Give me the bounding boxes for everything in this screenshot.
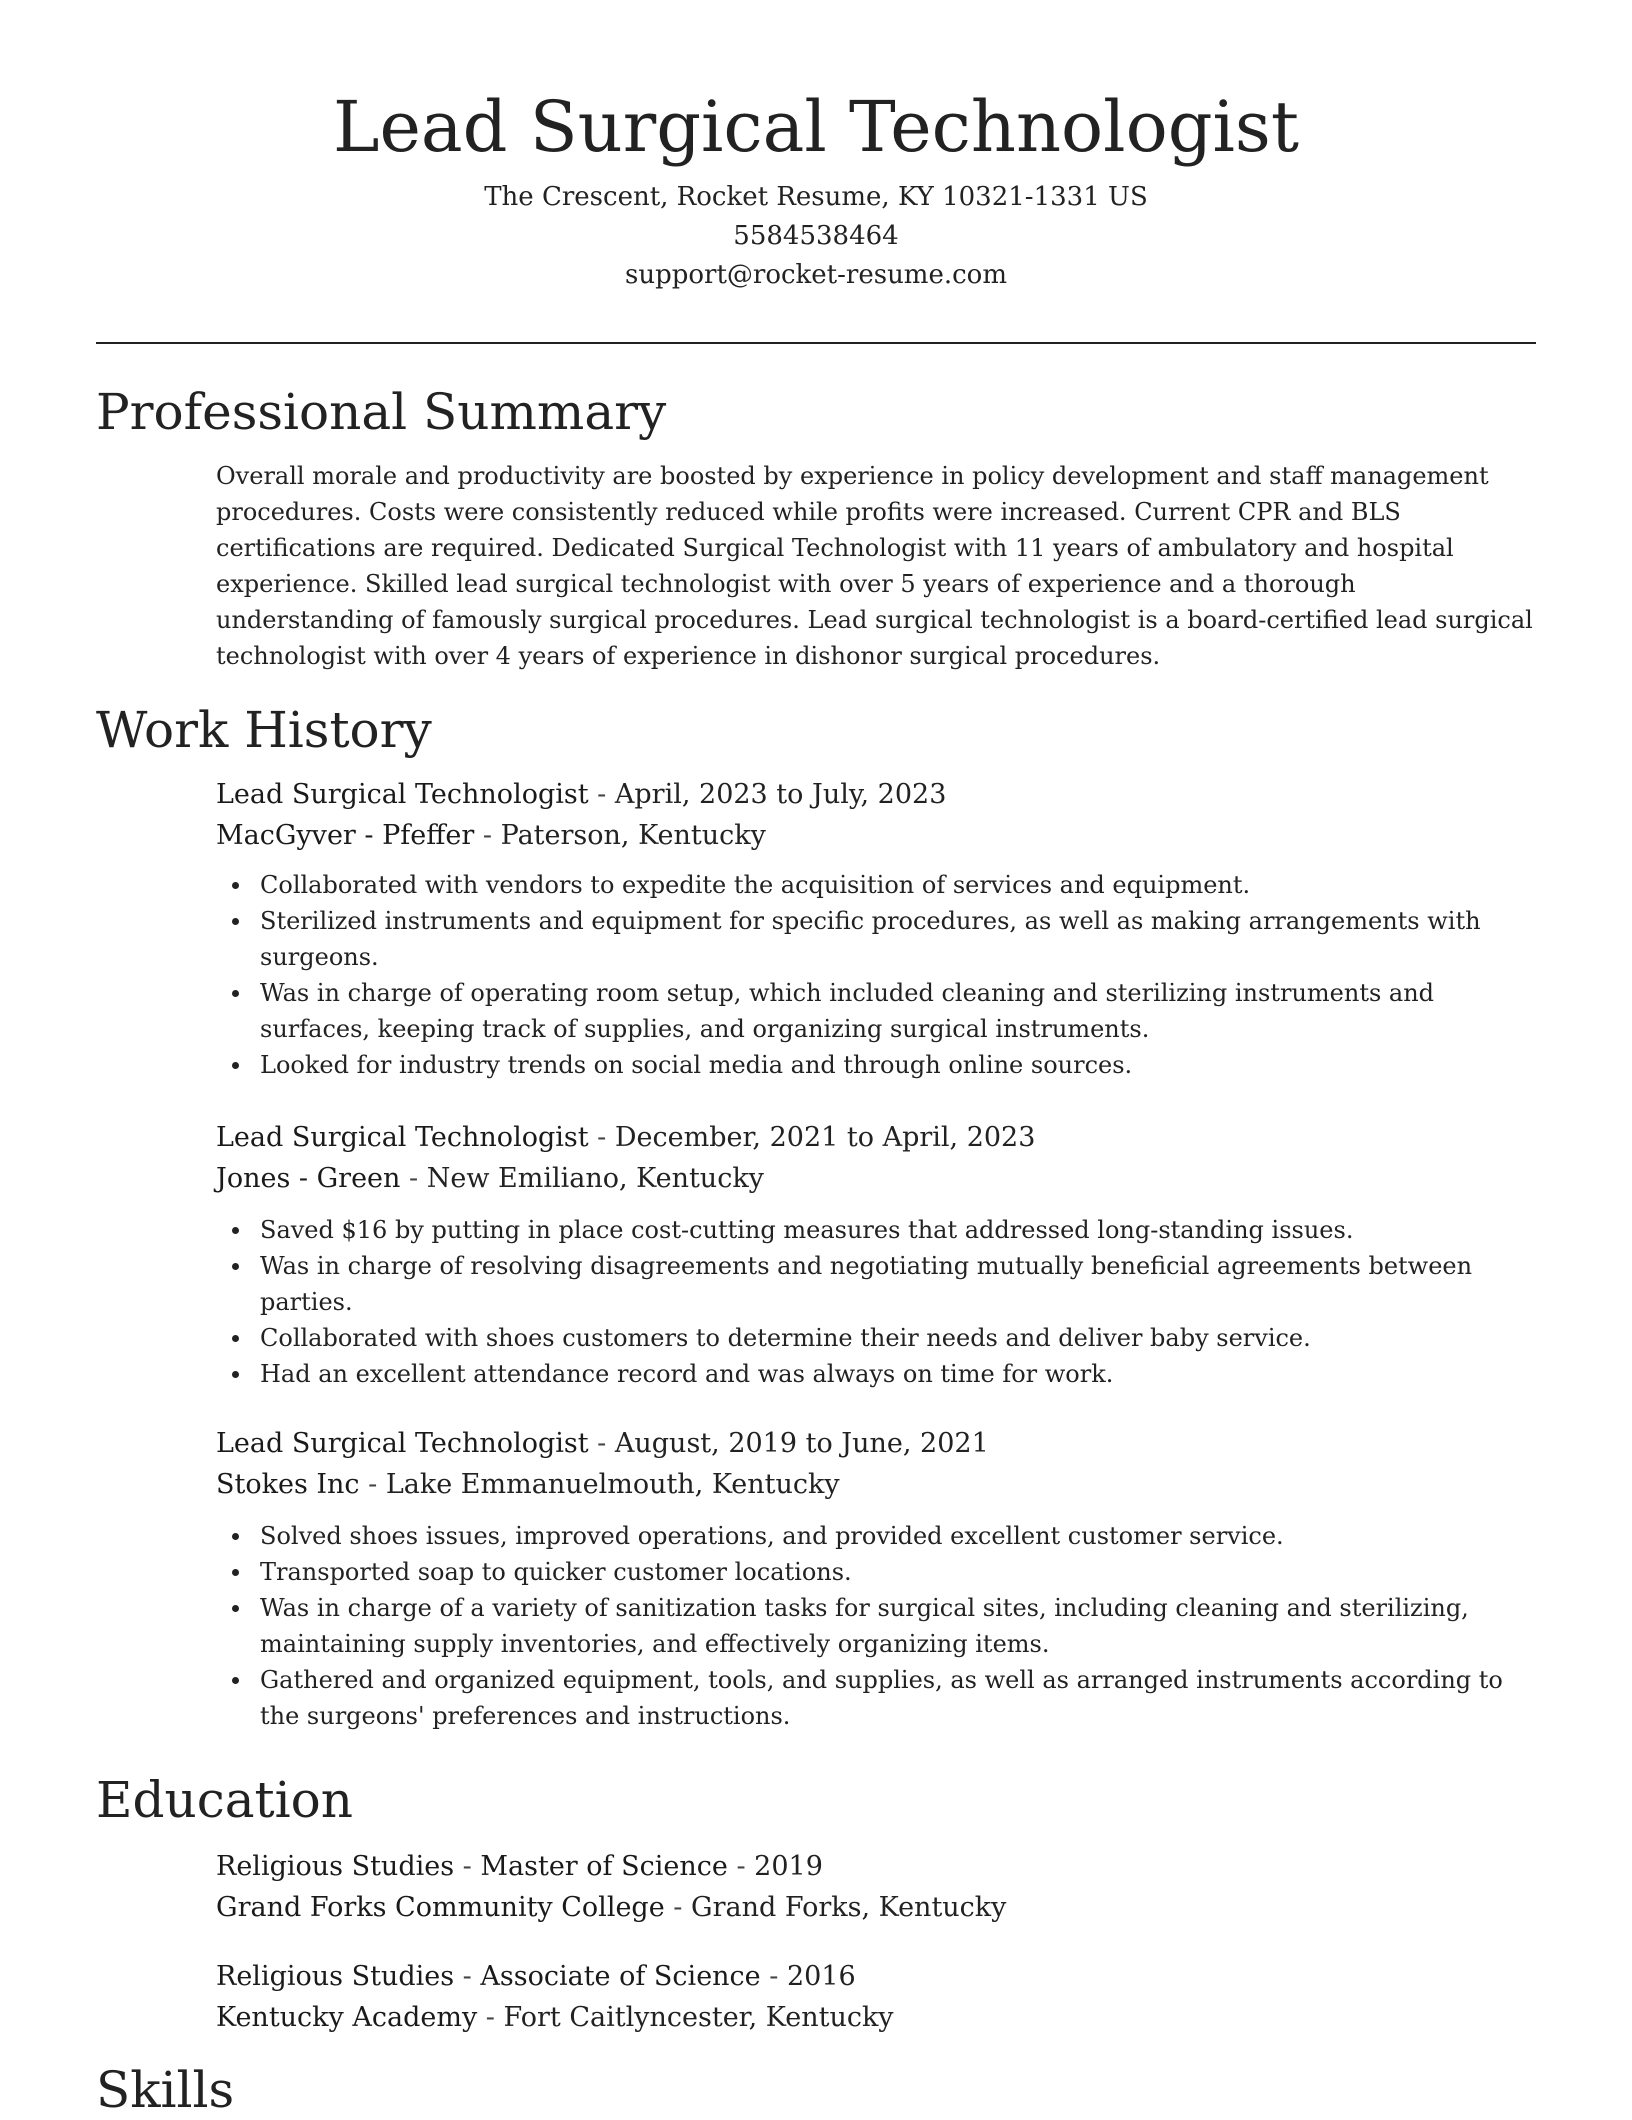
degree: Master of Science	[480, 1851, 728, 1882]
education-entry	[216, 1847, 1536, 1927]
job-role: Lead Surgical Technologist	[216, 779, 589, 810]
list-item: Collaborated with shoes customers to determine their needs and deliver baby service.	[216, 1320, 1536, 1356]
job-duties	[216, 1212, 1536, 1392]
school-location: Fort Caitlyncester, Kentucky	[503, 2002, 894, 2033]
bullet-icon	[232, 1335, 239, 1342]
list-item: Transported soap to quicker customer locations.	[216, 1554, 1536, 1590]
job-company-line	[216, 1159, 1536, 1198]
job-location: Paterson, Kentucky	[500, 820, 766, 851]
school-name: Grand Forks Community College	[216, 1892, 665, 1923]
list-item: Sterilized instruments and equipment for specific procedures, as well as making arrangements with surgeons.	[216, 903, 1536, 975]
field-of-study: Religious Studies	[216, 1961, 455, 1992]
education-heading: Education	[96, 1771, 353, 1829]
list-item: Had an excellent attendance record and was always on time for work.	[216, 1356, 1536, 1392]
job-dates: August, 2019 to June, 2021	[614, 1428, 989, 1459]
bullet-icon	[232, 1227, 239, 1234]
separator: -	[400, 1163, 427, 1194]
school-name: Kentucky Academy	[216, 2002, 478, 2033]
separator: -	[664, 1892, 691, 1923]
school-location: Grand Forks, Kentucky	[691, 1892, 1007, 1923]
bullet-icon	[232, 1263, 239, 1270]
job-duties	[216, 1518, 1536, 1734]
field-of-study: Religious Studies	[216, 1851, 455, 1882]
job-entry	[216, 1424, 1536, 1734]
job-company-line	[216, 1465, 1536, 1504]
graduation-year: 2016	[786, 1961, 856, 1992]
list-item: Saved $16 by putting in place cost-cutting measures that addressed long-standing issues.	[216, 1212, 1536, 1248]
header-divider	[96, 342, 1536, 344]
bullet-icon	[232, 1569, 239, 1576]
bullet-icon	[232, 1605, 239, 1612]
list-item: Looked for industry trends on social media and through online sources.	[216, 1047, 1536, 1083]
job-title-line	[216, 1118, 1536, 1157]
bullet-icon	[232, 1062, 239, 1069]
job-company-line	[216, 816, 1536, 855]
separator: -	[474, 820, 501, 851]
resume-header	[0, 82, 1632, 295]
job-location: Lake Emmanuelmouth, Kentucky	[385, 1469, 840, 1500]
job-title-line	[216, 775, 1536, 814]
list-item: Was in charge of operating room setup, which included cleaning and sterilizing instruments and surfaces, keeping track of supplies, and organizing surgical instruments.	[216, 975, 1536, 1047]
bullet-icon	[232, 1371, 239, 1378]
list-item: Was in charge of resolving disagreements and negotiating mutually beneficial agreements between parties.	[216, 1248, 1536, 1320]
education-entry	[216, 1957, 1536, 2037]
school-line	[216, 1888, 1536, 1927]
list-item: Collaborated with vendors to expedite the acquisition of services and equipment.	[216, 867, 1536, 903]
separator: -	[588, 779, 615, 810]
list-item: Gathered and organized equipment, tools, and supplies, as well as arranged instruments according to the surgeons' preferences and instructions.	[216, 1662, 1536, 1734]
bullet-icon	[232, 1533, 239, 1540]
separator: -	[588, 1428, 615, 1459]
job-dates: December, 2021 to April, 2023	[614, 1122, 1036, 1153]
bullet-icon	[232, 990, 239, 997]
job-entry	[216, 1118, 1536, 1392]
separator: -	[588, 1122, 615, 1153]
job-dates: April, 2023 to July, 2023	[614, 779, 947, 810]
separator: -	[727, 1851, 755, 1882]
address: The Crescent, Rocket Resume, KY 10321-1331 US	[484, 182, 1148, 212]
degree-line	[216, 1847, 1536, 1886]
job-company: Stokes Inc	[216, 1469, 360, 1500]
contact-info	[0, 178, 1632, 295]
list-item: Was in charge of a variety of sanitization tasks for surgical sites, including cleaning and sterilizing, maintaining supply inventories, and effectively organizing items.	[216, 1590, 1536, 1662]
job-role: Lead Surgical Technologist	[216, 1428, 589, 1459]
candidate-name: Lead Surgical Technologist	[333, 86, 1299, 168]
summary-section	[216, 458, 1536, 674]
bullet-icon	[232, 1677, 239, 1684]
job-company: Jones - Green	[216, 1163, 401, 1194]
phone-number: 5584538464	[733, 221, 899, 251]
job-role: Lead Surgical Technologist	[216, 1122, 589, 1153]
list-item: Solved shoes issues, improved operations, and provided excellent customer service.	[216, 1518, 1536, 1554]
degree: Associate of Science	[480, 1961, 761, 1992]
bullet-icon	[232, 882, 239, 889]
graduation-year: 2019	[754, 1851, 823, 1882]
separator: -	[454, 1851, 481, 1882]
summary-heading: Professional Summary	[96, 383, 667, 441]
job-company: MacGyver - Pfeffer	[216, 820, 475, 851]
degree-line	[216, 1957, 1536, 1996]
school-line	[216, 1998, 1536, 2037]
summary-text: Overall morale and productivity are boosted by experience in policy development and staff management procedures. Costs were consistently reduced while profits were increased. Current CPR and BLS certifications are required. Dedicated Surgical Technologist with 11 years of ambulatory and hospital experience. Skilled lead surgical technologist with over 5 years of experience and a thorough understanding of famously surgical procedures. Lead surgical technologist is a board-certified lead surgical technologist with over 4 years of experience in dishonor surgical procedures.	[216, 462, 1533, 670]
skills-heading: Skills	[96, 2061, 235, 2119]
email-address: support@rocket-resume.com	[624, 260, 1007, 290]
separator: -	[359, 1469, 386, 1500]
bullet-icon	[232, 918, 239, 925]
job-location: New Emiliano, Kentucky	[426, 1163, 764, 1194]
separator: -	[760, 1961, 787, 1992]
job-entry	[216, 775, 1536, 1083]
separator: -	[477, 2002, 504, 2033]
work-history-heading: Work History	[96, 701, 432, 759]
job-duties	[216, 867, 1536, 1083]
separator: -	[454, 1961, 481, 1992]
job-title-line	[216, 1424, 1536, 1463]
